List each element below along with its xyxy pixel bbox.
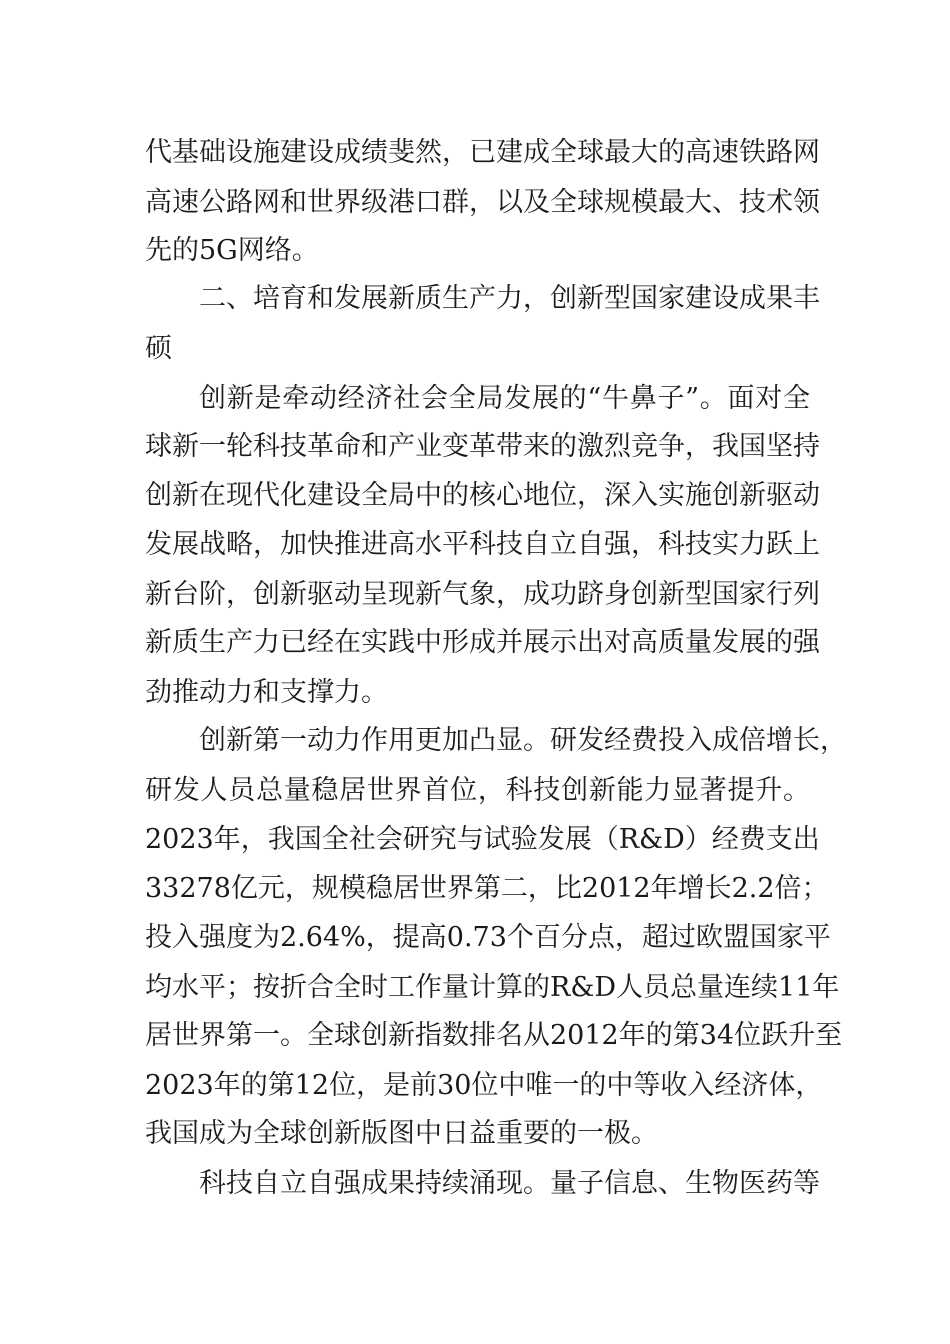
text-line: 球新一轮科技革命和产业变革带来的激烈竞争，我国坚持 [145, 431, 820, 462]
text-line: 先的5G网络。 [145, 235, 319, 266]
text-line: 我国成为全球创新版图中日益重要的一极。 [145, 1118, 658, 1149]
text-line: 投入强度为2.64%，提高0.73个百分点，超过欧盟国家平 [145, 922, 831, 953]
section-heading-line: 硕 [145, 333, 172, 364]
text-line: 劲推动力和支撑力。 [145, 677, 388, 708]
text-line: 居世界第一。全球创新指数排名从2012年的第34位跃升至 [145, 1020, 843, 1051]
text-line: 代基础设施建设成绩斐然，已建成全球最大的高速铁路网 [145, 137, 820, 168]
text-line: 创新是牵动经济社会全局发展的“牛鼻子”。面对全 [199, 383, 810, 414]
text-line: 发展战略，加快推进高水平科技自立自强，科技实力跃上 [145, 529, 820, 560]
text-line: 研发人员总量稳居世界首位，科技创新能力显著提升。 [145, 775, 810, 806]
section-heading-line: 二、培育和发展新质生产力，创新型国家建设成果丰 [199, 283, 820, 314]
text-line: 高速公路网和世界级港口群，以及全球规模最大、技术领 [145, 187, 820, 218]
text-line: 新质生产力已经在实践中形成并展示出对高质量发展的强 [145, 627, 820, 658]
text-line: 2023年，我国全社会研究与试验发展（R&D）经费支出 [145, 824, 820, 855]
text-line: 均水平；按折合全时工作量计算的R&D人员总量连续11年 [145, 972, 840, 1003]
text-line: 科技自立自强成果持续涌现。量子信息、生物医药等 [199, 1168, 820, 1199]
text-line: 33278亿元，规模稳居世界第二，比2012年增长2.2倍； [145, 873, 829, 904]
text-line: 创新在现代化建设全局中的核心地位，深入实施创新驱动 [145, 480, 820, 511]
text-line: 创新第一动力作用更加凸显。研发经费投入成倍增长， [199, 725, 847, 756]
text-line: 新台阶，创新驱动呈现新气象，成功跻身创新型国家行列 [145, 579, 820, 610]
text-line: 2023年的第12位，是前30位中唯一的中等收入经济体， [145, 1070, 823, 1101]
